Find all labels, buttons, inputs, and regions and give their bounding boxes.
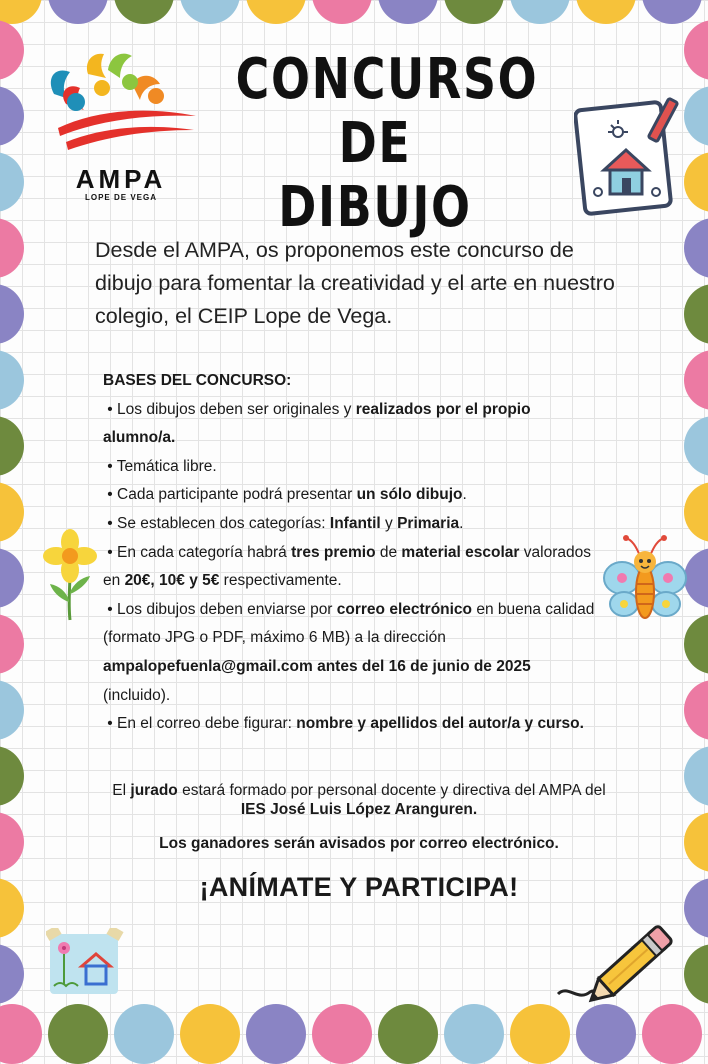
rule-item: • Los dibujos deben ser originales y realizados por el propio alumno/a. <box>103 400 531 447</box>
border-dot <box>684 218 708 278</box>
border-dot <box>642 1004 702 1064</box>
rule-item: • Los dibujos deben enviarse por correo electrónico en buena calidad (formato JPG o PDF, máximo 6 MB) a la dirección ampalopefuenla@gmail.com antes del 16 de junio de 2025 (incluido). <box>103 600 595 704</box>
ampa-logo <box>36 44 206 204</box>
border-dot <box>378 1004 438 1064</box>
border-dot <box>378 0 438 24</box>
pencil-icon <box>556 918 678 1006</box>
call-to-action: ¡ANÍMATE Y PARTICIPA! <box>199 872 519 902</box>
contest-rules <box>103 367 598 739</box>
border-dot <box>246 0 306 24</box>
border-dot <box>684 812 708 872</box>
border-dot <box>48 1004 108 1064</box>
logo-name: AMPA <box>75 164 167 194</box>
border-dot <box>0 548 24 608</box>
border-dot <box>0 152 24 212</box>
border-dot <box>684 746 708 806</box>
border-dot <box>684 152 708 212</box>
border-dot <box>312 1004 372 1064</box>
rule-item: • En el correo debe figurar: nombre y apellidos del autor/a y curso. <box>103 715 584 733</box>
border-dot <box>0 0 42 24</box>
border-dot <box>510 0 570 24</box>
border-dot <box>312 0 372 24</box>
border-dot <box>0 350 24 410</box>
border-dot <box>180 1004 240 1064</box>
rule-item: • Temática libre. <box>103 457 217 475</box>
ampa-logo-graphic <box>36 44 206 164</box>
border-dot <box>0 284 24 344</box>
border-dot <box>0 944 24 1004</box>
rule-item: • Se establecen dos categorías: Infantil y Primaria. <box>103 514 464 532</box>
border-dot <box>684 416 708 476</box>
border-dot <box>0 680 24 740</box>
border-dot <box>642 0 702 24</box>
border-dot <box>180 0 240 24</box>
contest-email: ampalopefuenla@gmail.com antes del 16 de junio de 2025 <box>103 657 531 675</box>
border-dot <box>0 20 24 80</box>
rule-item: • Cada participante podrá presentar un sólo dibujo. <box>103 486 467 504</box>
border-dot <box>684 20 708 80</box>
border-dot <box>576 0 636 24</box>
border-dot <box>114 0 174 24</box>
butterfly-icon <box>602 534 688 626</box>
border-dot <box>246 1004 306 1064</box>
border-dot <box>444 1004 504 1064</box>
border-dot <box>684 944 708 1004</box>
border-dot <box>684 350 708 410</box>
rule-item: • En cada categoría habrá tres premio de material escolar valorados en 20€, 10€ y 5€ respectivamente. <box>103 543 591 590</box>
border-dot <box>0 614 24 674</box>
border-dot <box>48 0 108 24</box>
title-line-1: CONCURSO DE <box>235 47 539 176</box>
border-dot <box>0 1004 42 1064</box>
flower-icon <box>40 528 100 622</box>
border-dot <box>510 1004 570 1064</box>
border-dot <box>0 812 24 872</box>
jury-text: El jurado estará formado por personal docente y directiva del AMPA del IES José Luis López Aranguren. <box>112 782 606 818</box>
border-dot <box>576 1004 636 1064</box>
border-dot <box>684 482 708 542</box>
border-dot <box>0 482 24 542</box>
border-dot <box>684 878 708 938</box>
rules-heading: BASES DEL CONCURSO: <box>103 372 292 389</box>
border-dot <box>684 86 708 146</box>
page-title <box>235 47 539 240</box>
title-line-2: DIBUJO <box>278 175 472 240</box>
border-dot <box>0 878 24 938</box>
border-dot <box>684 680 708 740</box>
border-dot <box>0 416 24 476</box>
border-dot <box>444 0 504 24</box>
intro-paragraph: Desde el AMPA, os proponemos este concurso de dibujo para fomentar la creatividad y el arte en nuestro colegio, el CEIP Lope de Vega. <box>95 238 615 328</box>
house-drawing-icon <box>46 928 124 998</box>
winners-notice: Los ganadores serán avisados por correo electrónico. <box>159 835 559 852</box>
logo-subtitle: LOPE DE VEGA <box>84 193 157 202</box>
drawing-easel-icon <box>574 92 686 220</box>
border-dot <box>114 1004 174 1064</box>
border-dot <box>684 284 708 344</box>
border-dot <box>0 218 24 278</box>
border-dot <box>0 746 24 806</box>
border-dot <box>0 86 24 146</box>
